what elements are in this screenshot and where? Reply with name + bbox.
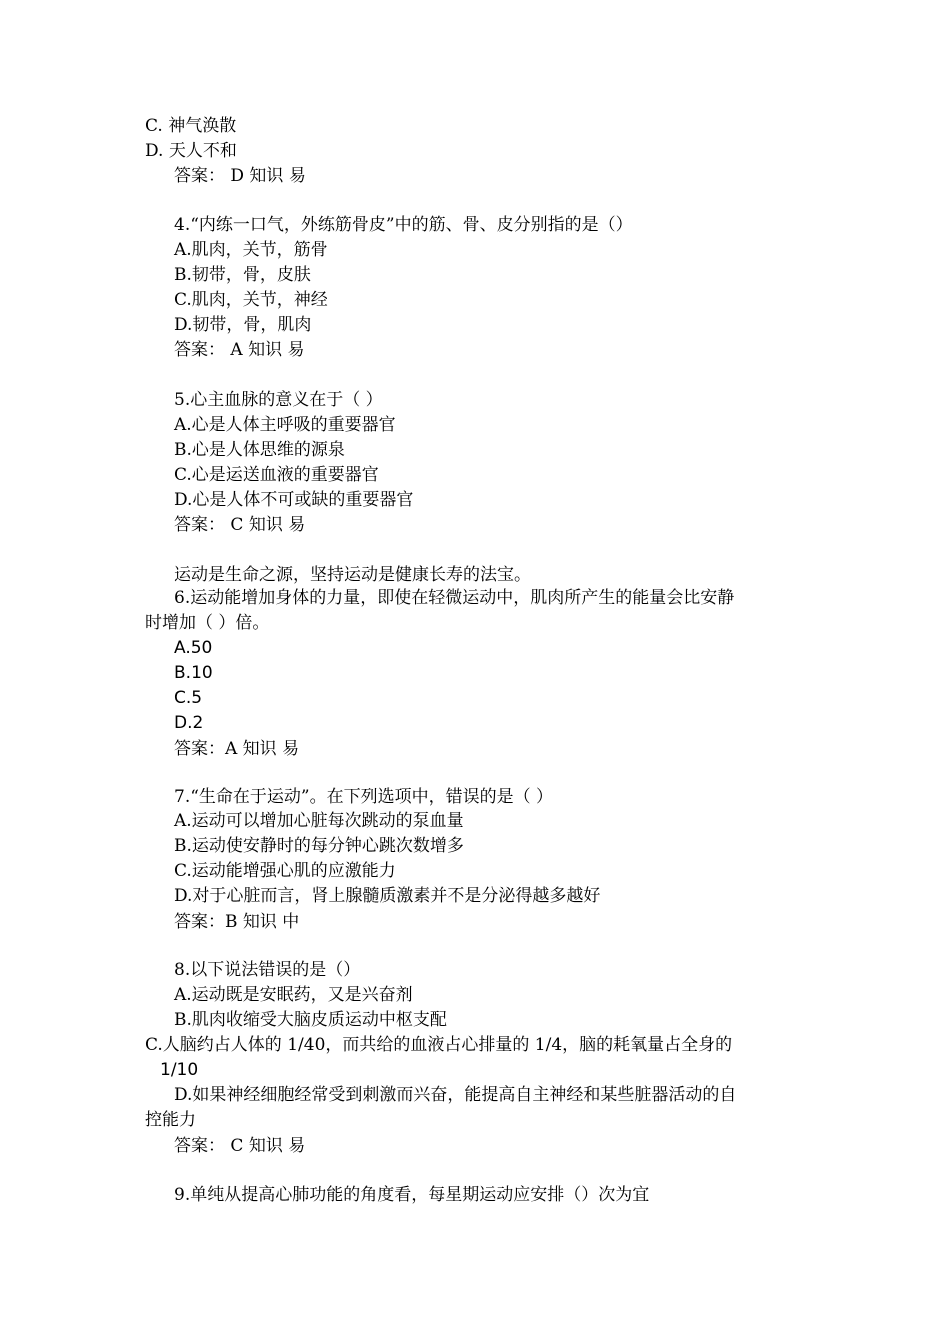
q7-answer: 答案：B 知识 中: [174, 912, 300, 932]
q5-option-d: D.心是人体不可或缺的重要器官: [174, 490, 414, 510]
q8-option-c-line-1: C.人脑约占人体的 1/40，而共给的血液占心排量的 1/4，脑的耗氧量占全身的: [145, 1035, 733, 1055]
q7-option-b: B.运动使安静时的每分钟心跳次数增多: [174, 836, 464, 856]
section-heading: 运动是生命之源，坚持运动是健康长寿的法宝。: [174, 565, 531, 585]
q4-stem: 4.“内练一口气，外练筋骨皮”中的筋、骨、皮分别指的是（）: [174, 215, 633, 235]
q8-option-b: B.肌肉收缩受大脑皮质运动中枢支配: [174, 1010, 447, 1030]
q3-option-d: D. 天人不和: [145, 141, 237, 161]
q6-option-a: A.50: [174, 638, 213, 658]
q4-option-b: B.韧带，骨，皮肤: [174, 265, 311, 285]
q5-stem: 5.心主血脉的意义在于（ ）: [174, 390, 383, 410]
q8-answer: 答案： C 知识 易: [174, 1136, 306, 1156]
q8-stem: 8.以下说法错误的是（）: [174, 960, 361, 980]
q3-answer: 答案： D 知识 易: [174, 166, 306, 186]
q5-answer: 答案： C 知识 易: [174, 515, 306, 535]
q6-option-b: B.10: [174, 663, 213, 683]
q8-option-c-line-2: 1/10: [160, 1060, 199, 1080]
q3-option-c: C. 神气涣散: [145, 116, 237, 136]
q6-answer: 答案：A 知识 易: [174, 739, 300, 759]
q5-option-a: A.心是人体主呼吸的重要器官: [174, 415, 396, 435]
q4-option-c: C.肌肉，关节，神经: [174, 290, 328, 310]
q8-option-d-line-2: 控能力: [145, 1110, 196, 1130]
q9-stem: 9.单纯从提高心肺功能的角度看，每星期运动应安排（）次为宜: [174, 1185, 650, 1205]
q7-option-d: D.对于心脏而言，肾上腺髓质激素并不是分泌得越多越好: [174, 886, 601, 906]
q6-stem-line-2: 时增加（ ）倍。: [145, 613, 270, 633]
q4-option-a: A.肌肉，关节，筋骨: [174, 240, 328, 260]
q5-option-b: B.心是人体思维的源泉: [174, 440, 345, 460]
q7-option-c: C.运动能增强心肌的应激能力: [174, 861, 396, 881]
q6-stem-line-1: 6.运动能增加身体的力量，即使在轻微运动中，肌肉所产生的能量会比安静: [174, 588, 735, 608]
q8-option-d-line-1: D.如果神经细胞经常受到刺激而兴奋，能提高自主神经和某些脏器活动的自: [174, 1085, 737, 1105]
q5-option-c: C.心是运送血液的重要器官: [174, 465, 379, 485]
q7-option-a: A.运动可以增加心脏每次跳动的泵血量: [174, 811, 464, 831]
q8-option-a: A.运动既是安眠药，又是兴奋剂: [174, 985, 413, 1005]
q4-option-d: D.韧带，骨，肌肉: [174, 315, 312, 335]
q6-option-c: C.5: [174, 688, 203, 708]
q4-answer: 答案： A 知识 易: [174, 340, 305, 360]
q7-stem: 7.“生命在于运动”。在下列选项中，错误的是（ ）: [174, 787, 554, 807]
q6-option-d: D.2: [174, 713, 204, 733]
